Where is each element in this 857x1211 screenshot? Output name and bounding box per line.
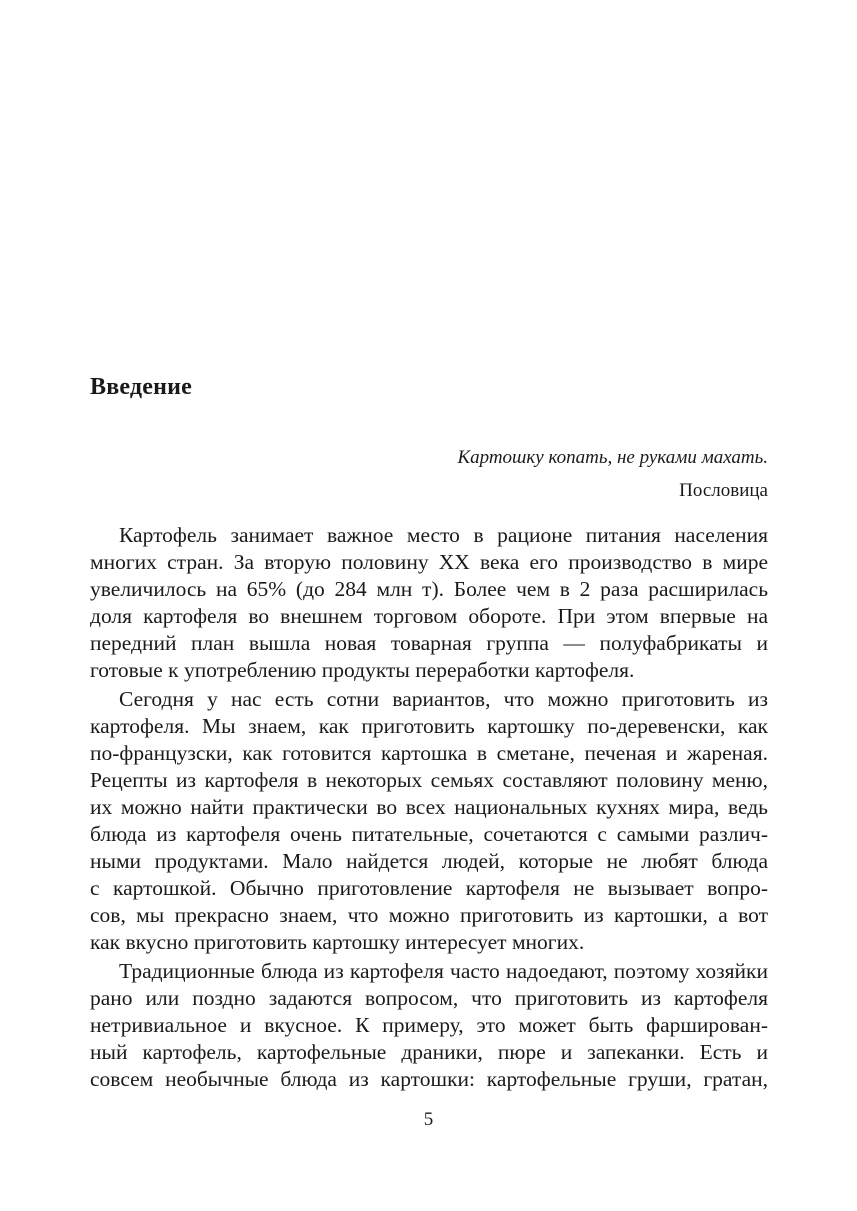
text-line: Картофель занимает важное место в рационе питания населения [119,523,768,547]
text-line: сов, мы прекрасно знаем, что можно приготовить из картошки, а вот [90,903,768,927]
text-line: с картошкой. Обычно приготовление картофеля не вызывает вопро- [90,876,768,900]
epigraph [457,441,768,507]
text-line: как вкусно приготовить картошку интересует многих. [90,930,585,954]
epigraph-source: Пословица [679,480,768,501]
page-number: 5 [423,1109,434,1130]
text-line: рано или поздно задаются вопросом, что приготовить из картофеля [90,986,768,1010]
text-line: Традиционные блюда из картофеля часто надоедают, поэтому хозяйки [119,959,768,983]
text-line: картофеля. Мы знаем, как приготовить картошку по-деревенски, как [90,714,768,738]
text-line: ный картофель, картофельные драники, пюре и запеканки. Есть и [90,1040,768,1064]
text-line: передний план вышла новая товарная группа — полуфабрикаты и [90,631,768,655]
text-line: ными продуктами. Мало найдется людей, которые не любят блюда [90,849,768,873]
text-line: Рецепты из картофеля в некоторых семьях составляют половину меню, [90,768,768,792]
text-line: совсем необычные блюда из картошки: картофельные груши, гратан, [90,1067,768,1091]
text-line: Сегодня у нас есть сотни вариантов, что можно приготовить из [119,687,768,711]
text-line: блюда из картофеля очень питательные, сочетаются с самыми различ- [90,822,768,846]
section-heading: Введение [90,374,193,400]
text-line: доля картофеля во внешнем торговом обороте. При этом впервые на [90,604,768,628]
text-line: многих стран. За вторую половину XX века его производство в мире [90,550,768,574]
text-line: нетривиальное и вкусное. К примеру, это может быть фарширован- [90,1013,768,1037]
body-text [90,522,768,1093]
text-line: увеличилось на 65% (до 284 млн т). Более чем в 2 раза расширилась [90,577,768,601]
paragraph-2 [90,686,768,956]
text-line: по-французски, как готовится картошка в сметане, печеная и жареная. [90,741,768,765]
text-line: их можно найти практически во всех национальных кухнях мира, ведь [90,795,768,819]
paragraph-3 [90,958,768,1093]
epigraph-quote: Картошку копать, не руками махать. [457,447,768,468]
paragraph-1 [90,522,768,684]
text-line: готовые к употреблению продукты переработки картофеля. [90,658,635,682]
